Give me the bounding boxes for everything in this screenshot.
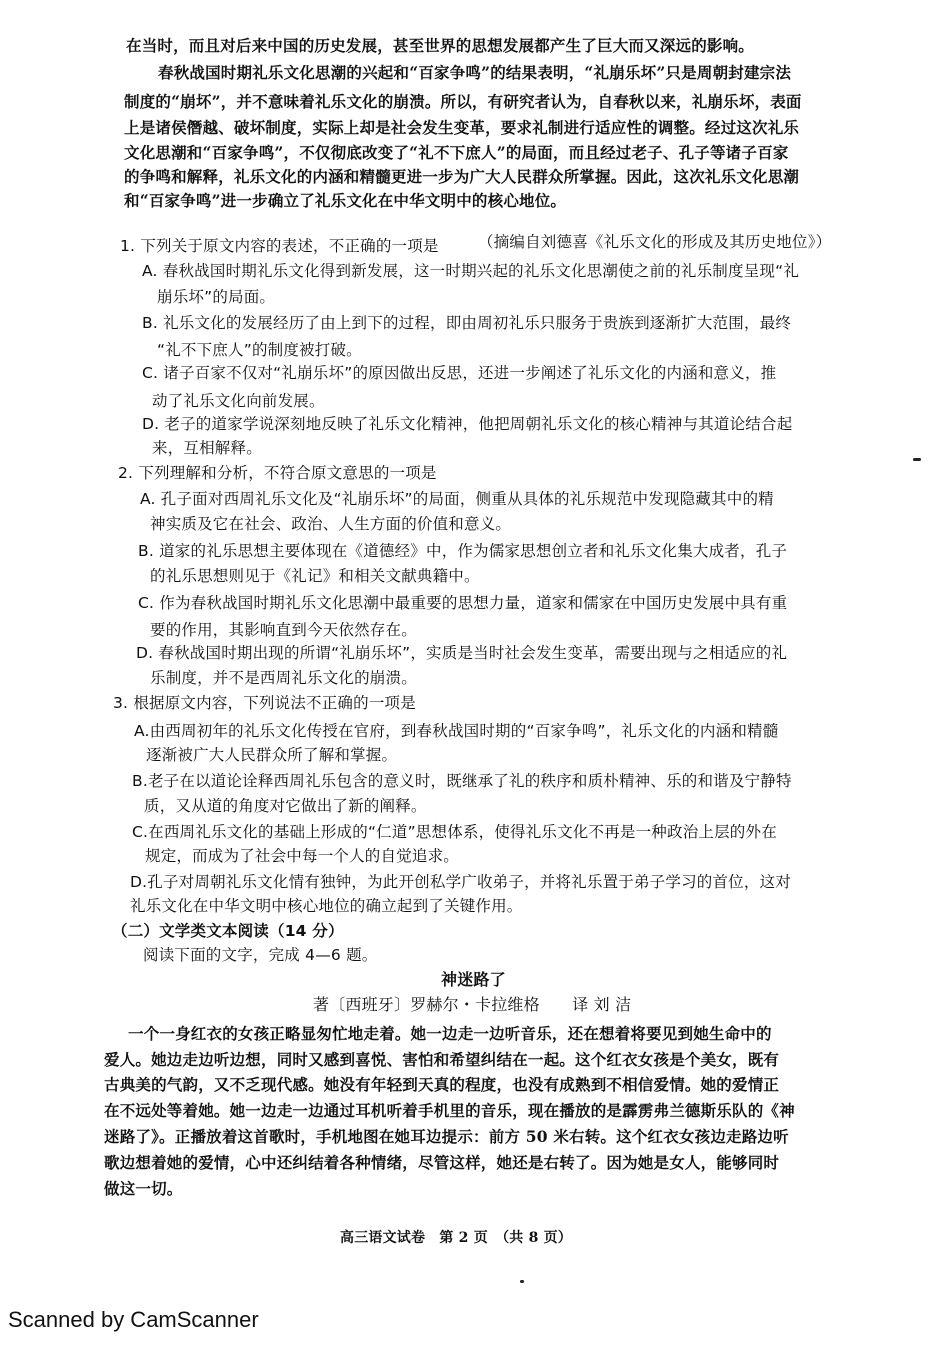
passage-line-5: 的争鸣和解释，礼乐文化的内涵和精髓更进一步为广大人民群众所掌握。因此，这次礼乐文化思潮 <box>124 167 800 186</box>
passage-line-0: 在当时，而且对后来中国的历史发展，甚至世界的思想发展都产生了巨大而又深远的影响。 <box>126 36 755 55</box>
scanner-watermark: Scanned by CamScanner <box>8 1307 259 1332</box>
q2-stem: 2. 下列理解和分析，不符合原文意思的一项是 <box>118 464 437 482</box>
q1-option-b-line1: B. 礼乐文化的发展经历了由上到下的过程，即由周初礼乐只服务于贵族到逐渐扩大范围，最终 <box>142 314 792 332</box>
story-line-3: 古典美的气韵，又不乏现代感。她没有年轻到天真的程度，也没有成熟到不相信爱情。她的爱情正 <box>104 1075 780 1094</box>
q1-option-c-line2: 动了礼乐文化向前发展。 <box>152 392 325 410</box>
q1-option-a-line1: A. 春秋战国时期礼乐文化得到新发展，这一时期兴起的礼乐文化思潮使之前的礼乐制度呈现“礼 <box>142 262 800 280</box>
scan-speck-2 <box>520 1280 524 1283</box>
q2-option-d-line2: 乐制度，并不是西周礼乐文化的崩溃。 <box>150 669 417 687</box>
q2-option-b-line1: B. 道家的礼乐思想主要体现在《道德经》中，作为儒家思想创立者和礼乐文化集大成者，孔子 <box>138 542 788 560</box>
passage-line-4: 文化思潮和“百家争鸣”，不仅彻底改变了“礼不下庶人”的局面，而且经过老子、孔子等诸子百家 <box>124 143 789 162</box>
q1-option-a-line2: 崩乐坏”的局面。 <box>157 288 276 306</box>
q1-option-d-line2: 来，互相解释。 <box>152 439 262 457</box>
q1-option-c-line1: C. 诸子百家不仅对“礼崩乐坏”的原因做出反思，还进一步阐述了礼乐文化的内涵和意义，推 <box>142 364 777 382</box>
story-line-7: 做这一切。 <box>104 1179 183 1198</box>
q3-option-d-line2: 礼乐文化在中华文明中核心地位的确立起到了关键作用。 <box>130 897 523 915</box>
q2-option-b-line2: 的礼乐思想则见于《礼记》和相关文献典籍中。 <box>150 567 480 585</box>
q3-option-b-line2: 质，又从道的角度对它做出了新的阐释。 <box>144 797 427 815</box>
q1-option-b-line2: “礼不下庶人”的制度被打破。 <box>157 341 362 359</box>
story-line-6: 歌边想着她的爱情，心中还纠结着各种情绪，尽管这样，她还是右转了。因为她是女人，能够同时 <box>104 1153 780 1172</box>
story-title: 神迷路了 <box>441 970 506 989</box>
section-instruction: 阅读下面的文字，完成 4—6 题。 <box>143 946 378 964</box>
q2-option-a-line1: A. 孔子面对西周礼乐文化及“礼崩乐坏”的局面，侧重从具体的礼乐规范中发现隐藏其中的精 <box>140 490 774 508</box>
q2-option-a-line2: 神实质及它在社会、政治、人生方面的价值和意义。 <box>150 515 512 533</box>
q2-option-d-line1: D. 春秋战国时期出现的所谓“礼崩乐坏”，实质是当时社会发生变革，需要出现与之相适应的礼 <box>136 644 788 662</box>
q2-option-c-line2: 要的作用，其影响直到今天依然存在。 <box>150 621 417 639</box>
passage-line-1: 春秋战国时期礼乐文化思潮的兴起和“百家争鸣”的结果表明，“礼崩乐坏”只是周朝封建宗法 <box>158 63 792 82</box>
story-byline: 著〔西班牙〕罗赫尔・卡拉维格 译 刘 洁 <box>313 995 632 1014</box>
scan-speck <box>913 458 921 461</box>
q3-option-a-line2: 逐渐被广大人民群众所了解和掌握。 <box>146 746 398 764</box>
q3-option-d-line1: D.孔子对周朝礼乐文化情有独钟，为此开创私学广收弟子，并将礼乐置于弟子学习的首位，这对 <box>130 873 791 891</box>
story-line-2: 爱人。她边走边听边想，同时又感到喜悦、害怕和希望纠结在一起。这个红衣女孩是个美女，既有 <box>104 1050 780 1069</box>
passage-line-6: 和“百家争鸣”进一步确立了礼乐文化在中华文明中的核心地位。 <box>124 191 567 210</box>
story-line-5: 迷路了》。正播放着这首歌时，手机地图在她耳边提示：前方 50 米右转。这个红衣女孩边走路边听 <box>104 1127 789 1146</box>
passage-line-3: 上是诸侯僭越、破坏制度，实际上却是社会发生变革，要求礼制进行适应性的调整。经过这次礼乐 <box>124 118 800 137</box>
story-line-1: 一个一身红衣的女孩正略显匆忙地走着。她一边走一边听音乐，还在想着将要见到她生命中的 <box>128 1024 772 1043</box>
section-heading: （二）文学类文本阅读（14 分） <box>112 922 344 940</box>
passage-line-2: 制度的“崩坏”，并不意味着礼乐文化的崩溃。所以，有研究者认为，自春秋以来，礼崩乐坏，表面 <box>124 92 802 111</box>
q3-stem: 3. 根据原文内容，下列说法不正确的一项是 <box>113 694 416 712</box>
q3-option-c-line2: 规定，而成为了社会中每一个人的自觉追求。 <box>145 847 460 865</box>
passage-source: （摘编自刘德喜《礼乐文化的形成及其历史地位》） <box>478 233 832 251</box>
q1-option-d-line1: D. 老子的道家学说深刻地反映了礼乐文化精神，他把周朝礼乐文化的核心精神与其道论结合起 <box>142 415 793 433</box>
q2-option-c-line1: C. 作为春秋战国时期礼乐文化思潮中最重要的思想力量，道家和儒家在中国历史发展中具有重 <box>138 594 788 612</box>
q3-option-a-line1: A.由西周初年的礼乐文化传授在官府，到春秋战国时期的“百家争鸣”，礼乐文化的内涵和精髓 <box>134 722 779 740</box>
q1-stem: 1. 下列关于原文内容的表述，不正确的一项是 <box>120 237 439 255</box>
q3-option-b-line1: B.老子在以道论诠释西周礼乐包含的意义时，既继承了礼的秩序和质朴精神、乐的和谐及宁静特 <box>132 772 792 790</box>
page-footer: 高三语文试卷 第 2 页 （共 8 页） <box>340 1230 572 1246</box>
story-line-4: 在不远处等着她。她一边走一边通过耳机听着手机里的音乐，现在播放的是霹雳弗兰德斯乐队的《神 <box>104 1101 795 1120</box>
q3-option-c-line1: C.在西周礼乐文化的基础上形成的“仁道”思想体系，使得礼乐文化不再是一种政治上层的外在 <box>132 823 777 841</box>
